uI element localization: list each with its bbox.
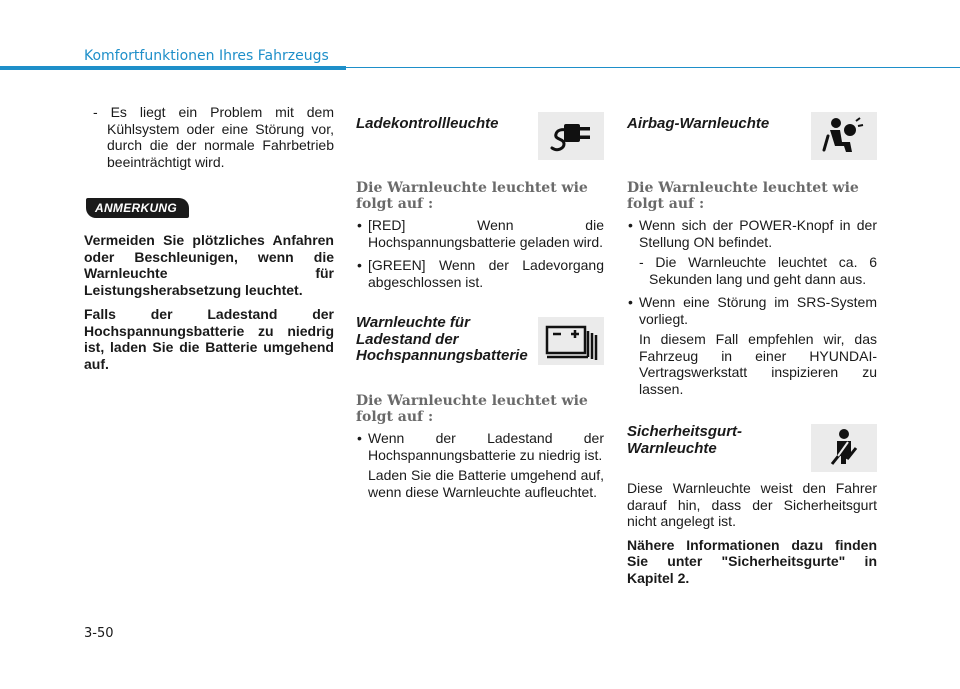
dash-item: - Es liegt ein Problem mit dem Kühlsystem oder eine Störung vor, durch die der normale Fahrbetrieb beeinträchtigt wird.	[93, 104, 334, 170]
section-title-charging: Ladekontrollleuchte	[356, 115, 499, 132]
header-rule-thick	[0, 66, 346, 70]
section-header-battery	[356, 311, 604, 381]
section-title-airbag: Airbag-Warnleuchte	[627, 115, 770, 132]
page-number: 3-50	[84, 626, 114, 641]
section-title-battery-2: Ladestand der	[356, 330, 459, 348]
note-paragraph-1: Vermeiden Sie plötzliches Anfahren oder Beschleunigen, wenn die Warnleuchte für Leistungsherabsetzung leuchtet.	[84, 232, 334, 298]
section-title-battery-1: Warnleuchte für	[356, 314, 470, 331]
list-item: • [GREEN] Wenn der Ladevorgang abgeschlossen ist.	[356, 257, 604, 290]
charging-plug-icon	[538, 112, 604, 160]
list-battery	[356, 430, 604, 500]
subhead-charging: Die Warnleuchte leuchtet wie folgt auf :	[356, 180, 588, 212]
list-item: • [RED] Wenn die Hochspannungsbatterie geladen wird.	[356, 217, 604, 250]
section-title-seatbelt-1: Sicherheitsgurt-	[627, 423, 743, 440]
list-item: • Wenn der Ladestand der Hochspannungsbatterie zu niedrig ist. Laden Sie die Batterie umgehend auf, wenn diese Warnleuchte aufleuchtet.	[356, 430, 604, 500]
battery-level-icon	[538, 317, 604, 365]
column-middle	[356, 104, 604, 507]
list-charging	[356, 217, 604, 290]
subhead-battery: Die Warnleuchte leuchtet wie folgt auf :	[356, 393, 588, 425]
seatbelt-paragraph-2: Nähere Informationen dazu finden Sie unter "Sicherheitsgurte" in Kapitel 2.	[627, 536, 877, 586]
list-item: • Wenn eine Störung im SRS-System vorliegt. In diesem Fall empfehlen wir, das Fahrzeug in einer HYUNDAI-Vertragswerkstatt inspizieren zu lassen.	[627, 294, 877, 397]
column-left	[84, 104, 334, 380]
note-badge: ANMERKUNG	[86, 198, 189, 218]
airbag-icon	[811, 112, 877, 160]
section-header-airbag	[627, 112, 877, 168]
column-right	[627, 104, 877, 594]
chapter-title: Komfortfunktionen Ihres Fahrzeugs	[84, 48, 329, 64]
section-header-seatbelt	[627, 420, 877, 476]
list-airbag	[627, 217, 877, 397]
section-header-charging	[356, 112, 604, 168]
header-rule	[0, 66, 960, 70]
section-title-seatbelt-2: Warnleuchte	[627, 439, 717, 457]
header-rule-thin	[346, 67, 960, 68]
note-paragraph-2: Falls der Ladestand der Hochspannungsbatterie zu niedrig ist, laden Sie die Batterie umgehend auf.	[84, 306, 334, 372]
seatbelt-paragraph-1: Diese Warnleuchte weist den Fahrer darauf hin, dass der Sicherheitsgurt nicht angelegt ist.	[627, 480, 877, 529]
subhead-airbag: Die Warnleuchte leuchtet wie folgt auf :	[627, 180, 859, 212]
section-title-battery-3: Hochspannungsbatterie	[356, 347, 528, 364]
seatbelt-icon	[811, 424, 877, 472]
list-item: • Wenn sich der POWER-Knopf in der Stellung ON befindet. - Die Warnleuchte leuchtet ca. 6 Sekunden lang und geht dann aus.	[627, 217, 877, 287]
